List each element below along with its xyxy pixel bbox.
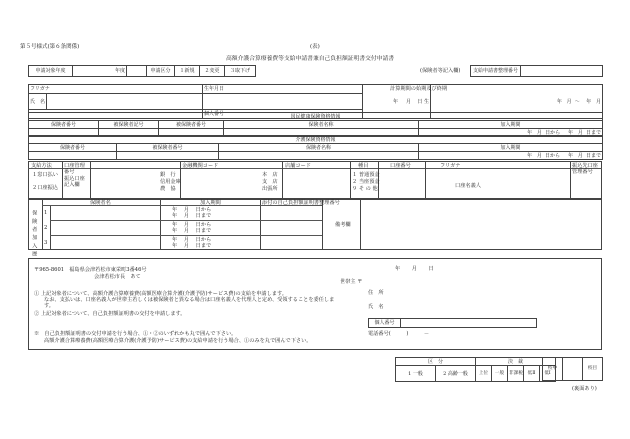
account-type-other[interactable]: ９ そ の 他	[352, 186, 378, 192]
account-type-current[interactable]: ２ 当座預金	[352, 179, 380, 185]
category-header: 区 分	[396, 358, 476, 366]
history-side-label: 保険者加入歴	[31, 210, 38, 260]
period-label: 計算期間の始期及び終期	[390, 86, 448, 92]
finance-type-nokyo[interactable]: 農 協	[160, 186, 176, 192]
reception-no-label: 支給申請書整理番号	[471, 66, 521, 77]
nhi-col-insured-no: 被保険者番号	[159, 121, 224, 129]
insurer-fill-label: (保険者等記入欄)	[420, 68, 461, 74]
category-label: 申請区分	[147, 66, 175, 77]
holder-name-label: 氏 名	[368, 304, 384, 310]
nhi-period-input[interactable]: 年 月 日から 年 月 日まで	[419, 129, 603, 137]
ltc-insured-no-input[interactable]	[117, 152, 219, 160]
address-line-1: 〒965-8601 福島県会津若松市東栄町3番46号	[34, 267, 147, 273]
nhi-col-symbol: 被保険者記号	[99, 121, 159, 129]
history-row-3: 3	[44, 240, 48, 246]
account-no-label: 口座番号	[390, 163, 411, 169]
category-general[interactable]: 1 一般	[396, 366, 436, 382]
period-cell[interactable]: 年 月 ～ 年 月	[431, 85, 603, 119]
history-period-2b[interactable]: 年 月 日まで	[172, 228, 212, 234]
indiv-no-label: 個人番号	[369, 319, 401, 328]
history-period-2a[interactable]: 年 月 日から	[172, 222, 212, 228]
account-type-ordinary[interactable]: １ 普通預金	[352, 172, 380, 178]
decision-general[interactable]: 一般	[492, 366, 508, 382]
office-check-table	[542, 357, 603, 381]
office-category-table	[395, 357, 476, 382]
option-new[interactable]: １新規	[175, 66, 200, 77]
option-change[interactable]: ２変更	[200, 66, 225, 77]
name-label: 氏 名	[29, 94, 47, 110]
transfer-account-label: 振込口座記入欄	[64, 176, 85, 189]
finance-type-shinkin[interactable]: 信用金庫	[160, 179, 181, 185]
history-row-1: 1	[44, 210, 48, 216]
history-section	[28, 199, 602, 250]
ltc-title: 介護保険資格情報	[29, 136, 603, 144]
history-period-1a[interactable]: 年 月 日から	[172, 207, 212, 213]
date-units: 年 月 日	[395, 266, 434, 272]
category-elderly[interactable]: 2 高齢一般	[436, 366, 476, 382]
nhi-title: 国民健康保険資格情報	[29, 113, 603, 121]
history-col-insurer: 保険者名	[90, 200, 111, 206]
history-col-cert: 添付の自己負担額証明書整理番号	[262, 200, 340, 206]
branch-code-label: 店舗コード	[285, 163, 311, 169]
history-period-1b[interactable]: 年 月 日まで	[172, 213, 212, 219]
indiv-no-input[interactable]	[401, 319, 537, 328]
check-mid[interactable]: 校中	[543, 358, 563, 381]
statement-1b: なお、支払いは、口座名義人が世帯主若しくは被保険者と異なる場合は口座名義人を代理人と定め、受領することを委任します。	[44, 297, 335, 310]
decision-nontax[interactable]: 非課税	[508, 366, 524, 382]
option-withdraw[interactable]: ３取下げ	[225, 66, 256, 77]
reception-table	[470, 65, 603, 77]
note-body: 高額介護合算療養費(高額医療合算介護(介護予防)サービス費)の支給申請を行う場合、①のみを丸で囲んで下さい。	[44, 338, 312, 344]
fiscal-year-table	[28, 65, 256, 77]
front-mark: (表)	[310, 44, 320, 50]
history-col-period: 加入期間	[200, 200, 221, 206]
individual-no-label[interactable]: 個人番号	[203, 110, 363, 119]
phone-label: 電話番号( ) －	[368, 331, 430, 337]
holder-label: 口座名義人	[455, 183, 481, 189]
fiscal-year-label: 申請対象年度	[29, 66, 73, 77]
ltc-col-period: 加入期間	[419, 144, 603, 152]
history-row-2: 2	[44, 225, 48, 231]
statement-1a: ① 上記対象者について、高額介護合算療養費(高額医療合算介護(介護予防)サービス費)の支給を申請します。	[34, 291, 287, 297]
method-option-transfer[interactable]: ２口座振込	[32, 185, 58, 191]
fiscal-year-input[interactable]: 年度	[73, 66, 127, 77]
postal-label: 世帯主 〒	[340, 279, 363, 285]
nhi-col-insurer-no: 保険者番号	[29, 121, 99, 129]
history-period-3a[interactable]: 年 月 日から	[172, 237, 212, 243]
statement-2: ② 上記対象者について、自己負担額証明書の交付を申請します。	[34, 311, 186, 317]
fiscal-year-blank	[127, 66, 147, 77]
address-label: 住 所	[368, 290, 384, 296]
method-option-counter[interactable]: １窓口払い	[32, 172, 58, 178]
ltc-insurer-no-input[interactable]	[29, 152, 117, 160]
ltc-col-insurer-no: 保険者番号	[29, 144, 117, 152]
birthdate-input[interactable]: 年 月 日 生	[363, 85, 431, 119]
branch-type-branch[interactable]: 支 店	[262, 179, 278, 185]
check-final[interactable]: 校目	[583, 358, 603, 381]
form-title: 高額介護合算療養費等支給申請書兼自己負担額証明書交付申請書	[226, 56, 395, 62]
address-line-2: 会津若松市長 あて	[94, 274, 141, 280]
form-number: 第５号様式(第６条関係)	[20, 44, 80, 50]
note-title: ※ 自己負担額証明書の交付申請を行う場合、①・②のいずれかも丸で囲んで下さい。	[34, 331, 237, 337]
indiv-no-table	[368, 318, 537, 328]
history-period-3b[interactable]: 年 月 日まで	[172, 243, 212, 249]
decision-upper[interactable]: 上位	[476, 366, 492, 382]
account-mgmt-label: 口座管理番号	[64, 163, 85, 176]
method-label: 支給方法	[31, 163, 52, 169]
finance-code-label: 金融機関コード	[182, 163, 219, 169]
ltc-col-insurer-name: 保険者名称	[219, 144, 419, 152]
account-type-label: 種目	[358, 163, 369, 169]
decision-low2[interactable]: 低Ⅱ	[524, 366, 540, 382]
ltc-col-insured-no: 被保険者番号	[117, 144, 219, 152]
birthdate-label: 生年月日	[203, 85, 363, 94]
furigana-label: フリガナ	[29, 85, 203, 94]
check-blank[interactable]	[563, 358, 583, 381]
finance-type-bank[interactable]: 銀 行	[160, 172, 176, 178]
remarks-label: 備考欄	[335, 222, 351, 228]
branch-type-main[interactable]: 本 店	[262, 172, 278, 178]
holder-furigana-label: フリガナ	[440, 163, 461, 169]
reception-no-input[interactable]	[521, 66, 603, 77]
ltc-period-input[interactable]: 年 月 日から 年 月 日まで	[419, 152, 603, 160]
ltc-insurer-name-input[interactable]	[219, 152, 419, 160]
nhi-table	[28, 112, 603, 137]
nhi-col-insurer-name: 保険者名称	[224, 121, 419, 129]
name-input[interactable]	[47, 94, 203, 110]
decision-header: 決 裁	[476, 358, 556, 366]
account-mgmt-no-label: 振込先口座管理番号	[572, 163, 598, 176]
back-note: (裏面あり)	[572, 386, 597, 392]
birthdate-blank	[203, 94, 363, 110]
decision-low1[interactable]: 低Ⅰ	[540, 366, 556, 382]
nhi-col-period: 加入期間	[419, 121, 603, 129]
branch-type-office[interactable]: 出張所	[262, 186, 278, 192]
ltc-table	[28, 135, 603, 160]
bank-section	[28, 161, 602, 199]
